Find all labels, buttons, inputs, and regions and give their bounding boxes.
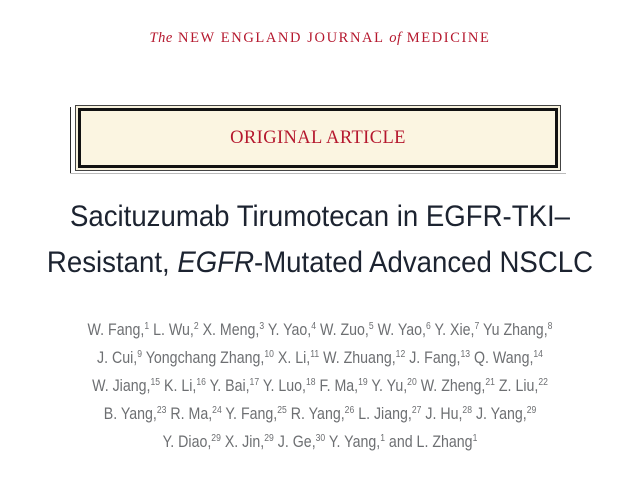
article-type-band: [78, 108, 558, 168]
author-affiliation-number: 15: [150, 377, 161, 388]
author-row: [79, 400, 561, 428]
author-name: X. Jin,: [224, 433, 265, 451]
author-name: X. Li,: [277, 349, 311, 367]
author-affiliation-number: 11: [310, 349, 320, 360]
author-affiliation-number: 25: [277, 405, 287, 416]
author-name: L. Wu,: [153, 321, 194, 339]
author-name: Y. Yang,: [328, 433, 381, 451]
author-affiliation-number: 12: [395, 349, 406, 360]
author-affiliation-number: 23: [156, 405, 167, 416]
author-affiliation-number: 9: [137, 349, 143, 360]
masthead-medicine: MEDICINE: [406, 30, 491, 46]
author-affiliation-number: 3: [259, 321, 265, 332]
title-line-1: Sacituzumab Tirumotecan in EGFR-TKI–: [69, 200, 571, 233]
author-affiliation-number: 19: [358, 377, 368, 388]
masthead-of: of: [389, 30, 402, 46]
author-affiliation-number: 17: [249, 377, 260, 388]
author-row: [79, 428, 561, 456]
author-affiliation-number: 29: [211, 433, 221, 444]
author-affiliation-number: 18: [305, 377, 316, 388]
author-affiliation-number: 1: [472, 433, 478, 444]
author-list: [79, 316, 561, 456]
author-name: K. Li,: [163, 377, 197, 395]
author-name: J. Fang,: [409, 349, 461, 367]
author-affiliation-number: 24: [212, 405, 222, 416]
band-bottom-rule: [70, 173, 566, 174]
author-affiliation-number: 1: [380, 433, 385, 444]
band-left-rule: [70, 107, 77, 174]
author-row: [79, 372, 561, 400]
author-name: Y. Xie,: [434, 321, 475, 339]
author-name: W. Zuo,: [319, 321, 369, 339]
author-name: B. Yang,: [103, 405, 157, 423]
author-name: W. Yao,: [377, 321, 427, 339]
author-affiliation-number: 21: [485, 377, 495, 388]
author-affiliation-number: 5: [368, 321, 374, 332]
author-name: Z. Liu,: [498, 377, 539, 395]
author-affiliation-number: 6: [426, 321, 431, 332]
article-type-label: ORIGINAL ARTICLE: [230, 128, 406, 148]
author-name: W. Zheng,: [420, 377, 486, 395]
author-affiliation-number: 14: [533, 349, 543, 360]
author-affiliation-number: 8: [547, 321, 553, 332]
journal-masthead: [0, 30, 640, 47]
author-name: R. Yang,: [290, 405, 345, 423]
author-name: Yu Zhang,: [482, 321, 548, 339]
author-name: Y. Yao,: [267, 321, 312, 339]
author-name: L. Jiang,: [358, 405, 412, 423]
author-affiliation-number: 7: [474, 321, 480, 332]
masthead-journal-name: NEW ENGLAND JOURNAL: [178, 30, 385, 46]
author-affiliation-number: 26: [344, 405, 355, 416]
author-affiliation-number: 1: [144, 321, 150, 332]
author-name: J. Cui,: [97, 349, 138, 367]
author-name: W. Zhuang,: [323, 349, 396, 367]
author-affiliation-number: 29: [526, 405, 537, 416]
author-affiliation-number: 16: [196, 377, 206, 388]
author-affiliation-number: 2: [193, 321, 199, 332]
author-name: and L. Zhang: [388, 433, 473, 451]
author-name: Q. Wang,: [473, 349, 534, 367]
author-affiliation-number: 4: [311, 321, 317, 332]
author-affiliation-number: 29: [264, 433, 274, 444]
author-affiliation-number: 20: [407, 377, 417, 388]
article-title: [26, 194, 615, 286]
author-affiliation-number: 22: [538, 377, 548, 388]
author-name: W. Jiang,: [92, 377, 151, 395]
title-line-2: [26, 240, 615, 286]
author-name: Y. Fang,: [225, 405, 278, 423]
title-line-2-post: -Mutated Advanced NSCLC: [254, 246, 594, 279]
author-name: W. Fang,: [87, 321, 145, 339]
author-name: Yongchang Zhang,: [145, 349, 265, 367]
masthead-the: The: [149, 30, 173, 46]
title-line-2-italic: EGFR: [177, 246, 255, 279]
author-affiliation-number: 28: [462, 405, 472, 416]
author-affiliation-number: 27: [411, 405, 422, 416]
author-name: F. Ma,: [319, 377, 359, 395]
author-row: [79, 344, 561, 372]
author-name: Y. Diao,: [162, 433, 212, 451]
author-name: J. Ge,: [277, 433, 316, 451]
author-name: X. Meng,: [202, 321, 260, 339]
author-name: J. Yang,: [475, 405, 527, 423]
title-line-2-pre: Resistant,: [46, 246, 178, 279]
author-name: R. Ma,: [170, 405, 213, 423]
author-row: [79, 316, 561, 344]
author-name: Y. Luo,: [262, 377, 306, 395]
author-name: J. Hu,: [425, 405, 463, 423]
author-name: Y. Yu,: [371, 377, 408, 395]
author-name: Y. Bai,: [209, 377, 250, 395]
author-affiliation-number: 10: [264, 349, 274, 360]
author-affiliation-number: 30: [315, 433, 326, 444]
author-affiliation-number: 13: [460, 349, 471, 360]
